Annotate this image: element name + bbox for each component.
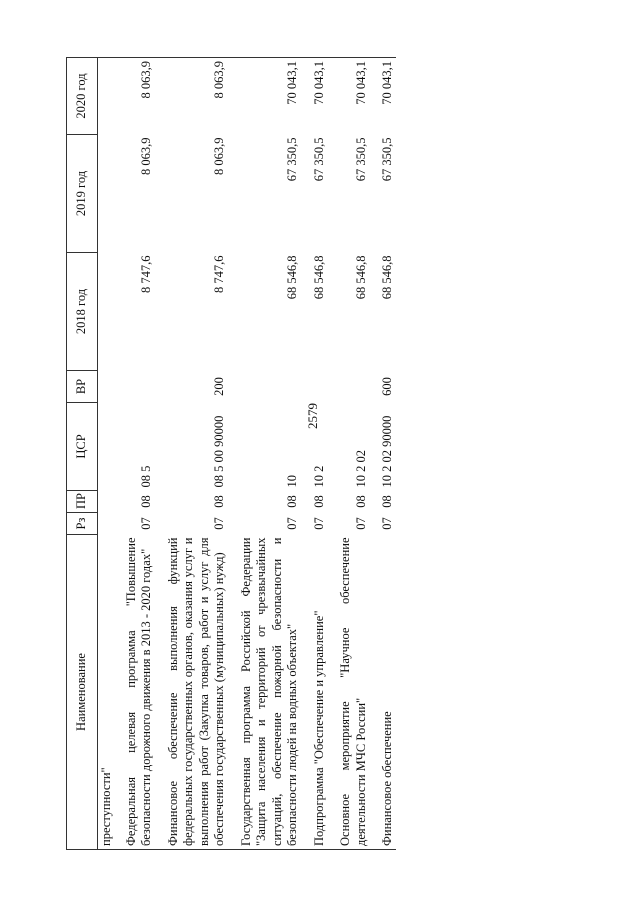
cell-pr: 08 <box>353 495 368 508</box>
cell-name: Подпрограмма "Обеспечение и управление" <box>311 535 338 850</box>
cell-name: Федеральная целевая программа "Повышение безопасности дорожного движения в 2013 - 2020 годах" <box>123 535 165 850</box>
cell-name: Государственная программа Российской Федерации "Защита населения и территорий от чрезвычайных ситуаций, обеспечение пожарной безопасности и безопасности людей на водных объектах" <box>238 535 311 850</box>
cell-vr: 600 <box>380 377 394 396</box>
cell-y2018: 68 546,8 <box>311 255 326 300</box>
cell-y2018: 68 546,8 <box>380 255 394 300</box>
cell-y2020: 8 063,9 <box>123 58 165 135</box>
cell-vr <box>238 371 311 403</box>
cell-pr: 08 <box>139 495 153 508</box>
cell-y2020: 70 043,1 <box>379 58 396 135</box>
cell-vr <box>337 371 379 403</box>
page-number: 2579 <box>305 403 320 429</box>
cell-y2020: 70 043,1 <box>238 58 311 135</box>
table-row <box>379 58 396 850</box>
cell-name: Основное мероприятие "Научное обеспечение деятельности МЧС России" <box>337 535 379 850</box>
cell-pr: 08 <box>380 495 394 508</box>
cell-y2018: 68 546,8 <box>353 255 368 300</box>
cell-y2019: 67 350,5 <box>285 137 299 182</box>
header-csr: ЦСР <box>67 403 98 491</box>
cell-vr <box>123 371 165 403</box>
cell-y2018 <box>98 253 123 371</box>
cell-rz: 07 <box>212 517 226 530</box>
cell-pr: 08 <box>285 495 299 508</box>
cell-y2018: 68 546,8 <box>285 255 299 300</box>
cell-pr: 08 <box>311 495 326 508</box>
header-2018: 2018 год <box>67 253 98 371</box>
cell-y2020: 70 043,1 <box>337 58 379 135</box>
cell-y2020 <box>98 58 123 135</box>
cell-y2020: 70 043,1 <box>311 58 338 135</box>
cell-csr: 10 <box>285 475 299 488</box>
table-row <box>337 58 379 850</box>
header-pr: ПР <box>67 491 98 513</box>
cell-y2018: 8 747,6 <box>212 255 226 293</box>
cell-vr <box>311 371 338 403</box>
cell-rz <box>98 513 123 535</box>
header-2020: 2020 год <box>67 58 98 135</box>
cell-y2019: 67 350,5 <box>353 137 368 182</box>
header-row <box>67 58 98 850</box>
cell-rz: 07 <box>353 517 368 530</box>
table-row <box>311 58 338 850</box>
cell-vr: 200 <box>212 377 226 396</box>
budget-table <box>66 57 396 850</box>
table-row <box>165 58 238 850</box>
cell-y2020: 8 063,9 <box>165 58 238 135</box>
cell-y2018: 8 747,6 <box>139 255 153 293</box>
header-name: Наименование <box>67 535 98 850</box>
table-row <box>98 58 123 850</box>
cell-y2019: 67 350,5 <box>311 137 326 182</box>
cell-rz: 07 <box>311 517 326 530</box>
cell-csr: 08 5 00 90000 <box>212 415 226 488</box>
cell-y2019: 67 350,5 <box>380 137 394 182</box>
cell-name: Финансовое обеспечение <box>379 535 396 850</box>
cell-csr: 10 2 02 <box>353 450 368 488</box>
cell-name: Финансовое обеспечение выполнения функций федеральных государственных органов, оказания услуг и выполнения работ (Закупка товаров, работ и услуг для обеспечения государственных (муниципальных) нужд) <box>165 535 238 850</box>
table-row <box>238 58 311 850</box>
header-2019: 2019 год <box>67 135 98 253</box>
cell-rz: 07 <box>139 517 153 530</box>
table-body <box>98 58 396 850</box>
cell-csr: 10 2 02 90000 <box>380 415 394 488</box>
cell-y2019 <box>98 135 123 253</box>
cell-csr: 10 2 <box>311 465 326 488</box>
cell-pr <box>98 491 123 513</box>
cell-csr: 08 5 <box>139 465 153 488</box>
cell-name: преступности" <box>98 535 123 850</box>
cell-csr <box>98 403 123 491</box>
cell-vr <box>98 371 123 403</box>
header-rz: Рз <box>67 513 98 535</box>
cell-y2019: 8 063,9 <box>212 137 226 175</box>
cell-rz: 07 <box>285 517 299 530</box>
header-vr: ВР <box>67 371 98 403</box>
table-row <box>123 58 165 850</box>
cell-rz: 07 <box>380 517 394 530</box>
cell-y2019: 8 063,9 <box>139 137 153 175</box>
cell-pr: 08 <box>212 495 226 508</box>
